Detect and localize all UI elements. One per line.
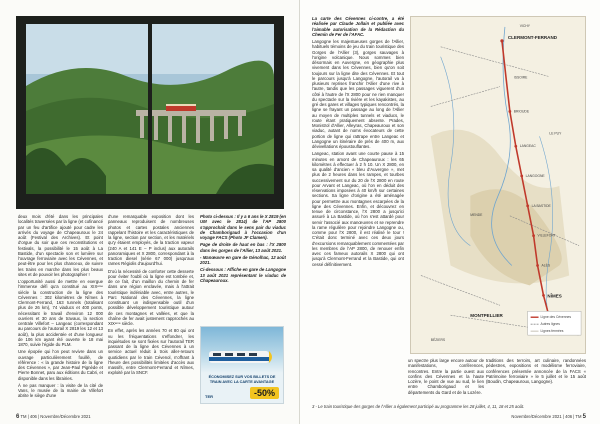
paragraph: traditions des terroirs, art culinaire, randonnées pédestres, expositions et modélisme ferroviaire, conférences présentée annoncée de la FACS « Patrimoine ferroviaire » le 5 juillet et le 15 août (Boudin, Chapeauroux, Langogne). <box>486 358 586 384</box>
paragraph: D'où la nécessité de conforter cette desserte pour éviter l'oubli où la ligne est tombée et, de ce fait, d'un maillon du chemin de fer dans une région enclavée, mais à l'attrait touristique indéniable avec, entre autres, le Parc National des Cévennes, la ligne constituant un indispensable outil d'un possible développement touristique autour de ces montagnes et vallées, et que la chaîne de fer avait justement rapprochés au XIXᵉᵐᵉ siècle. <box>108 268 194 326</box>
left-footer <box>16 414 91 420</box>
right-end-column <box>486 358 586 403</box>
map-label-villefort: VILLEFORT <box>537 233 556 238</box>
legend-item: Ligne des Cévennes <box>540 315 572 320</box>
cover-photo-viaduct <box>16 16 284 209</box>
paragraph: L'opportunité aussi de mettre en exergue l'immense défi qu'a constitué au XIXᵉᵐᵉ siècle la construction de la ligne des Cévennes : 302 kilomètres de Nîmes à Clermont-Ferrand, 163 tunnels (totalisant plus de 26 km), 74 viaducs et 400 ponts, nécessitant le travail d'environ 12 000 ouvriers et 30 ans de travaux, la section centrale Villefort – Langeac (correspondant au parcours de l'autorail X 2819 les 12 et 13 août), la plus accidentée et d'une longueur de 106 km ayant été ouverte le 18 mai 1870, suivie l'égide du PLM. <box>18 279 103 347</box>
paragraph: Langeac, station avant une courte pause à 15 minutes en amont de Chapeauroux : les 65 kilomètres à effectuer à 2 h 10. Un X 2800, en sa qualité d'ancien « bleu d'Auvergne », met plus de 2 heures dans les rampes, et tourbes successivement sur du 20 de l'X 2800 en route pour Arvant et Langeac, où l'on en déduit des réservations imposées à 40 km/h sur certaines sections. Sa ligne d'origine a été aménagée pour permettre aux montagnes escarpées de la ligne des Cévennes. Enfin, et découvrez en tenue de circonstance, l'X 2800 a jusqu'ici assuré à La Bastide, où l'on s'est attardé pour servir l'associé aux manœuvres et se reprendre la rame régulière pour rejoindre Langogne ou, comme pour l'X 2800, il est réalisé le tour ! C'était donc terminé avec ces deux jours d'excursions remarquablement commentées par les membres de l'AP 2800, de renouer enfin avec ces fameux autorails X 2800 qui ont jusqu'à Clermont-Ferrand et la Bastide, qui ont cessé définitivement. <box>312 151 404 267</box>
map-label-mende: MENDE <box>470 212 483 217</box>
page-number: 5 <box>582 414 586 420</box>
ter-logo: TER <box>205 394 213 399</box>
map-label-issoire: ISSOIRE <box>513 75 528 80</box>
right-mid-column <box>404 358 484 403</box>
paragraph: d'une remarquable exposition dont les panneaux reproduisent de nombreuses photos et cartes postales anciennes rappelant l'histoire et les caractéristiques de la ligne, section par section, et les matériels qu'y étaient employés, de la traction vapeur (240 A et 141 E – P inclus) aux autorails panoramiques et X 2800, correspondant à la traction diesel (série 67 000) jusqu'aux rames Régiolis d'aujourd'hui. <box>108 214 194 267</box>
paragraph: un spectre plus large encore autour de manifestations, conférences, rencontres. Entre la partie ouest aux confins des Cévennes et la haute Lozère, le point de vue au sud, le lien entre Chamborigaud et les départements du Gard et de la Lozère. <box>408 358 484 395</box>
photo-captions-column <box>200 214 286 326</box>
ter-advertisement <box>200 326 284 404</box>
map-label-nimes: NÎMES <box>547 293 562 299</box>
photo-caption: Page de droite de haut en bas : l'X 2800 dans les gorges de l'Allier, 13 août 2021. <box>200 242 286 253</box>
map-credit: La carte des Cévennes ci-contre, a été réalisée par Claude Jollain et publiée avec l'aimable autorisation de la Rédaction du Chemin de Fer de l'AFAC. <box>312 16 404 37</box>
map-label-vichy: VICHY <box>519 23 531 28</box>
legend-item: Lignes fermées <box>540 329 564 334</box>
right-article-column <box>312 16 404 401</box>
cevennes-line-map <box>410 16 586 354</box>
paragraph: À ne pas manquer : la visite de la cité de Vans, le musée de la mairie de Villefort abrite le siège d'une <box>18 382 103 399</box>
train-icon <box>209 345 275 367</box>
map-label-langeac: LANGEAC <box>519 144 536 149</box>
map-label-brioude: BRIOUDE <box>513 109 530 114</box>
footer-text: TM | 406 | Novembre/Décembre 2021 <box>20 414 91 419</box>
map-label-clermont: CLERMONT-FERRAND <box>507 34 558 40</box>
legend-item: Autres lignes <box>540 322 560 327</box>
ad-image <box>201 327 283 373</box>
map-label-langogne: LANGOGNE <box>525 174 545 179</box>
map-label-ales: ALÈS <box>541 263 551 268</box>
map-caption: 3 - Le train touristique des gorges de l'Allier a également participé au programme les 28 juillet, 4, 11, 18 et 25 août. <box>312 404 525 409</box>
map-label-la-bastide: LA BASTIDE <box>531 203 551 208</box>
page-number: 6 <box>16 414 20 420</box>
map-label-beziers: BÉZIERS <box>430 338 446 343</box>
map-label-le-puy: LE PUY <box>549 131 562 136</box>
paragraph: Une épopée qui l'on peut revivre dans un ouvrage particulièrement fouillé, de référence : « la grande histoire de la ligne des Cévennes », par Jean-Paul Pignède et Pierre Bonnet, paru aux éditions du Cabri, et disponible dans les librairies. <box>18 349 103 381</box>
photo-caption: Ci-dessous : Affiche en gare de Langogne 13 août 2021 représentant le viaduc de Chapeauroux. <box>200 267 286 283</box>
footer-text: Novembre/Décembre 2021 | 406 | TM <box>511 414 582 419</box>
paragraph: En effet, après les années 70 et 80 qui ont vu les fréquentations s'effondrer, les inquiétudes se sont fixées sur l'autorail TER passant de la ligne des Cévennes à un service actuel réduit à trois aller-retours quotidiens par le train Cévenol, n'offrant à l'heure des possibilités limitées d'accès aux massifs, entre Clermont-Ferrand et Nîmes, exploité par la SNCF. <box>108 328 194 376</box>
photo-caption: Photo ci-dessus : Il y a 6 ans le X 2819 (en UM avec le 2814) de l'AP 2800 s'approchait dans le sens pair du viaduc de Chamborigaud à l'occasion d'un voyage FACS (Photo JF Clamen). <box>200 214 286 240</box>
right-footer <box>511 414 586 420</box>
article-column-2 <box>108 214 194 409</box>
paragraph: deux mois d'été dans les principales localités traversées par la ligne (et cofinancé par un feu d'artifice ajouté pour cadre les arrivés du voyage de Chapeauroux le 24 août (Festival des Archives). Et point d'orgue du soir que ces reconstitutions et festivals, la possibilité le 15 août à La Bastide, d'un spectacle son et lumière sur l'ouvrage ferroviaire avec les Cévennes, et peut-être pour les plus chanceux, de suivre les trains en marche dans les plus beaux sites et de pouvoir les photographier ! <box>18 214 103 277</box>
discount-badge: -50% <box>250 387 279 399</box>
article-column-1 <box>18 214 103 409</box>
photo-caption: - Manœuvre en gare de Génolhac, 12 août 2021. <box>200 254 286 265</box>
map-label-montpellier: MONTPELLIER <box>470 313 503 319</box>
ad-text: ÉCONOMISEZ SUR VOS BILLETS DE TRAIN AVEC LA CARTE AVANTAGE <box>208 375 276 384</box>
paragraph: Langogne les majestueuses gorges de l'Allier, habituels témoins de jeu du train touristique des Gorges de l'Allier (3), gorges sauvages à l'origine volcanique. Nous sommes bien désormais en Auvergne, en géographie plus vivement dans les Cévennes, bien qu'on soit toujours sur la ligne dite des Cévennes. Et tout le parcours jusqu'à Langogne, l'autorail va à plusieurs reprises franchir l'Allier d'une rive à l'autre, tandis que les passages viguerent d'un côté à l'autre de l'X 2800 pour ne rien manquer du spectacle sur la rivière et les kayakistes, au gré des gares et villages typiques rencontrés, la ligne se frayant un passage au long de l'Allier au moyen de multiples tunnels et viaducs, le route étant pratiquement absente. Prades, Monistrol d'Allier, Alleyras, Chapeauroux et son viaduc, autant de noms évocateurs de cette portion de ligne qui rattrape entre Langeac et Langogne un itinéraire de près de 400 m, aux dévivellations époustouflantes. <box>312 39 404 149</box>
